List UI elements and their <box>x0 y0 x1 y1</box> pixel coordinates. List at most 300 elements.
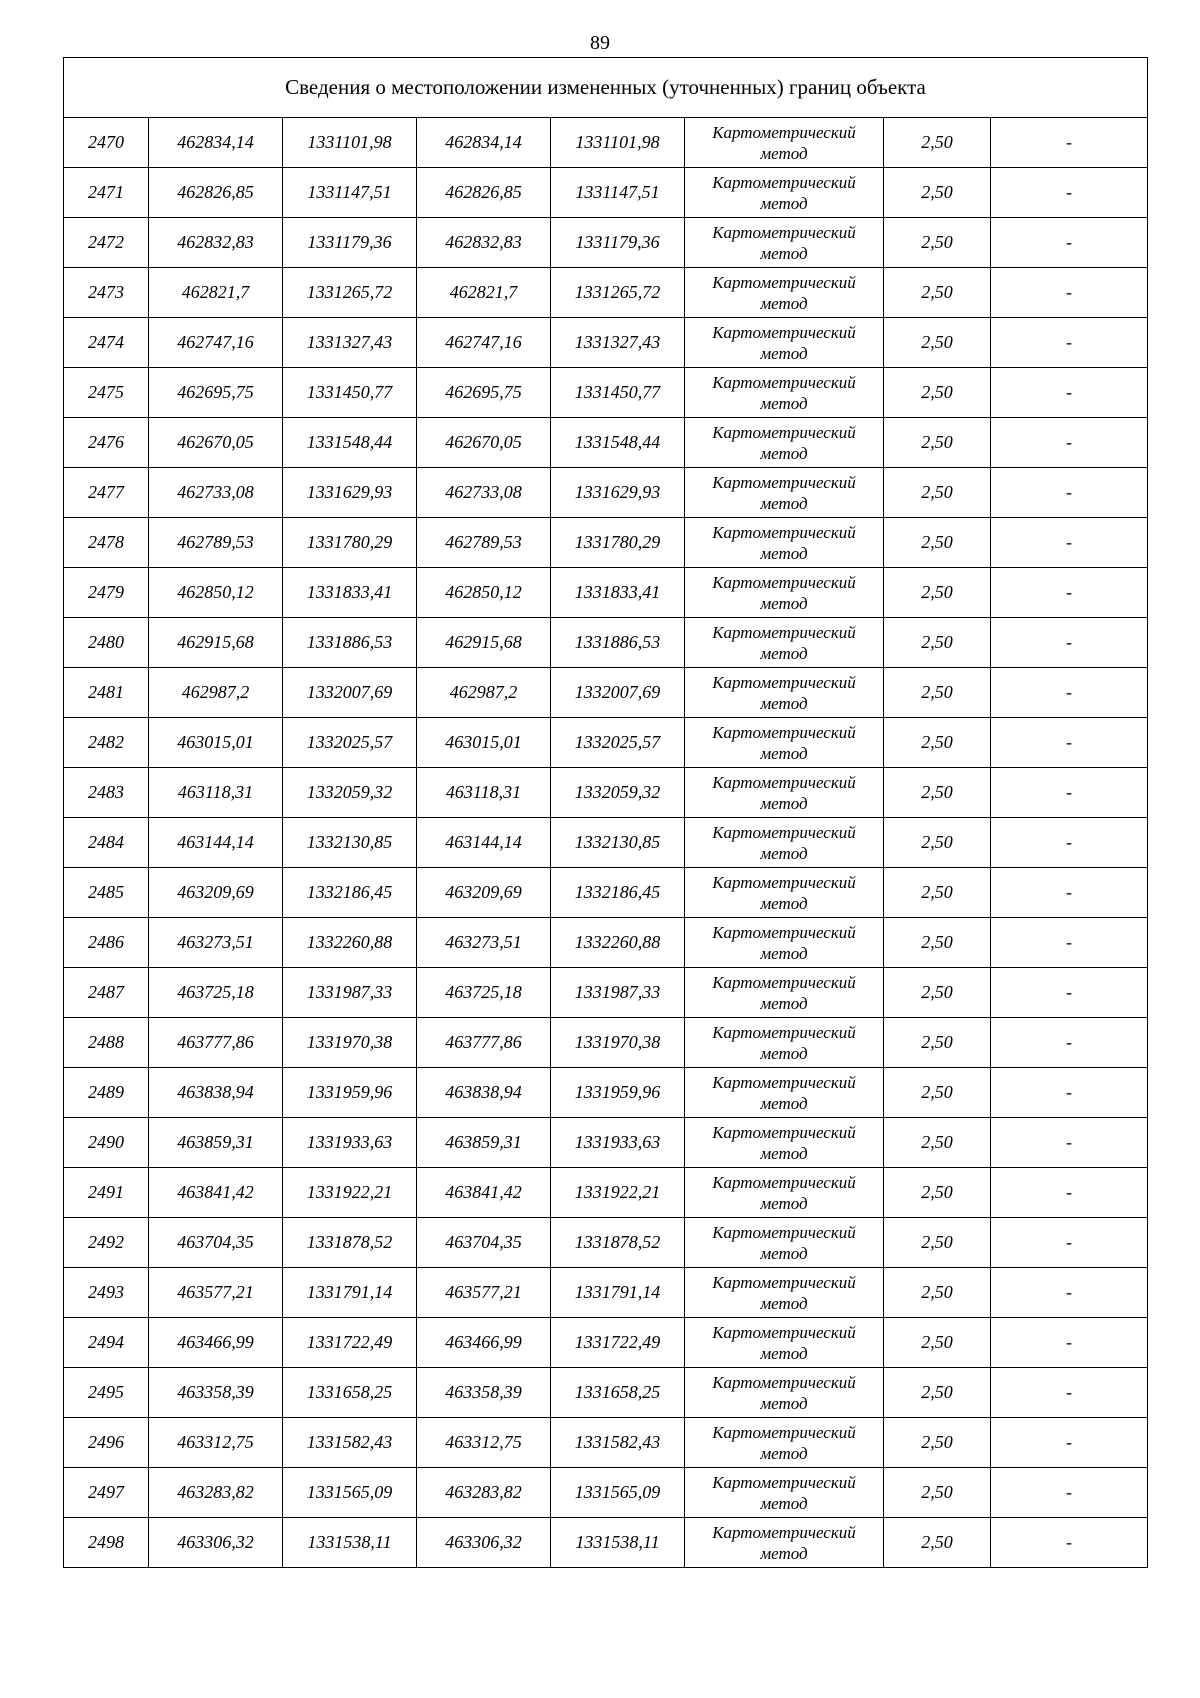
note-cell: - <box>991 218 1148 268</box>
table-row <box>64 1268 1148 1318</box>
method-line-1: Картометрический <box>712 1272 856 1292</box>
note-cell: - <box>991 1268 1148 1318</box>
existing-x-cell: 463358,39 <box>149 1368 283 1418</box>
note-cell: - <box>991 318 1148 368</box>
method-line-1: Картометрический <box>712 772 856 792</box>
precision-cell: 2,50 <box>884 1068 991 1118</box>
existing-x-cell: 462850,12 <box>149 568 283 618</box>
method-line-2: метод <box>760 1343 808 1363</box>
existing-y-cell: 1332025,57 <box>283 718 417 768</box>
precision-cell: 2,50 <box>884 918 991 968</box>
precision-cell: 2,50 <box>884 1218 991 1268</box>
point-number-cell: 2477 <box>64 468 149 518</box>
point-number-cell: 2474 <box>64 318 149 368</box>
method-cell <box>685 1068 884 1118</box>
existing-x-cell: 463273,51 <box>149 918 283 968</box>
method-line-1: Картометрический <box>712 172 856 192</box>
refined-y-cell: 1332007,69 <box>551 668 685 718</box>
note-cell: - <box>991 1318 1148 1368</box>
method-cell <box>685 1318 884 1368</box>
existing-y-cell: 1331582,43 <box>283 1418 417 1468</box>
precision-cell: 2,50 <box>884 268 991 318</box>
method-line-1: Картометрический <box>712 1072 856 1092</box>
note-cell: - <box>991 268 1148 318</box>
existing-x-cell: 462670,05 <box>149 418 283 468</box>
method-cell <box>685 418 884 468</box>
method-line-2: метод <box>760 843 808 863</box>
refined-y-cell: 1331933,63 <box>551 1118 685 1168</box>
precision-cell: 2,50 <box>884 818 991 868</box>
table-row <box>64 968 1148 1018</box>
note-cell: - <box>991 1168 1148 1218</box>
refined-y-cell: 1331327,43 <box>551 318 685 368</box>
precision-cell: 2,50 <box>884 718 991 768</box>
refined-y-cell: 1331101,98 <box>551 118 685 168</box>
refined-y-cell: 1331987,33 <box>551 968 685 1018</box>
refined-x-cell: 463306,32 <box>417 1518 551 1568</box>
method-line-1: Картометрический <box>712 1022 856 1042</box>
existing-y-cell: 1331933,63 <box>283 1118 417 1168</box>
note-cell: - <box>991 968 1148 1018</box>
method-line-1: Картометрический <box>712 972 856 992</box>
existing-x-cell: 463838,94 <box>149 1068 283 1118</box>
method-cell <box>685 818 884 868</box>
refined-x-cell: 463725,18 <box>417 968 551 1018</box>
precision-cell: 2,50 <box>884 968 991 1018</box>
refined-x-cell: 462834,14 <box>417 118 551 168</box>
note-cell: - <box>991 168 1148 218</box>
note-cell: - <box>991 1468 1148 1518</box>
method-line-2: метод <box>760 893 808 913</box>
table-title-row <box>64 58 1148 118</box>
method-line-1: Картометрический <box>712 322 856 342</box>
point-number-cell: 2471 <box>64 168 149 218</box>
existing-y-cell: 1331265,72 <box>283 268 417 318</box>
existing-y-cell: 1331658,25 <box>283 1368 417 1418</box>
method-line-2: метод <box>760 1193 808 1213</box>
point-number-cell: 2496 <box>64 1418 149 1468</box>
refined-y-cell: 1331886,53 <box>551 618 685 668</box>
method-line-2: метод <box>760 943 808 963</box>
method-line-2: метод <box>760 1093 808 1113</box>
point-number-cell: 2480 <box>64 618 149 668</box>
precision-cell: 2,50 <box>884 218 991 268</box>
existing-y-cell: 1331565,09 <box>283 1468 417 1518</box>
precision-cell: 2,50 <box>884 568 991 618</box>
existing-y-cell: 1331833,41 <box>283 568 417 618</box>
refined-y-cell: 1331959,96 <box>551 1068 685 1118</box>
method-line-1: Картометрический <box>712 1522 856 1542</box>
existing-x-cell: 463118,31 <box>149 768 283 818</box>
existing-y-cell: 1331959,96 <box>283 1068 417 1118</box>
refined-x-cell: 463466,99 <box>417 1318 551 1368</box>
method-cell <box>685 118 884 168</box>
method-cell <box>685 1468 884 1518</box>
table-row <box>64 368 1148 418</box>
table-row <box>64 1118 1148 1168</box>
table-row <box>64 868 1148 918</box>
refined-x-cell: 462670,05 <box>417 418 551 468</box>
table-row <box>64 468 1148 518</box>
existing-x-cell: 463777,86 <box>149 1018 283 1068</box>
point-number-cell: 2484 <box>64 818 149 868</box>
method-cell <box>685 568 884 618</box>
refined-y-cell: 1331791,14 <box>551 1268 685 1318</box>
precision-cell: 2,50 <box>884 668 991 718</box>
method-line-1: Картометрический <box>712 722 856 742</box>
existing-x-cell: 462915,68 <box>149 618 283 668</box>
note-cell: - <box>991 1218 1148 1268</box>
method-line-1: Картометрический <box>712 872 856 892</box>
table-row <box>64 1218 1148 1268</box>
method-line-2: метод <box>760 243 808 263</box>
point-number-cell: 2481 <box>64 668 149 718</box>
existing-x-cell: 463859,31 <box>149 1118 283 1168</box>
method-line-2: метод <box>760 343 808 363</box>
existing-y-cell: 1331886,53 <box>283 618 417 668</box>
method-line-2: метод <box>760 793 808 813</box>
method-line-2: метод <box>760 1143 808 1163</box>
page-number: 89 <box>590 32 610 54</box>
method-line-1: Картометрический <box>712 672 856 692</box>
point-number-cell: 2488 <box>64 1018 149 1068</box>
refined-y-cell: 1331878,52 <box>551 1218 685 1268</box>
precision-cell: 2,50 <box>884 518 991 568</box>
refined-x-cell: 463577,21 <box>417 1268 551 1318</box>
precision-cell: 2,50 <box>884 618 991 668</box>
precision-cell: 2,50 <box>884 168 991 218</box>
method-line-2: метод <box>760 493 808 513</box>
refined-x-cell: 463312,75 <box>417 1418 551 1468</box>
method-cell <box>685 368 884 418</box>
method-line-1: Картометрический <box>712 1222 856 1242</box>
method-cell <box>685 168 884 218</box>
method-line-1: Картометрический <box>712 122 856 142</box>
note-cell: - <box>991 768 1148 818</box>
precision-cell: 2,50 <box>884 1418 991 1468</box>
precision-cell: 2,50 <box>884 1268 991 1318</box>
refined-y-cell: 1331582,43 <box>551 1418 685 1468</box>
method-line-1: Картометрический <box>712 1422 856 1442</box>
refined-y-cell: 1332186,45 <box>551 868 685 918</box>
method-line-2: метод <box>760 1243 808 1263</box>
existing-x-cell: 462733,08 <box>149 468 283 518</box>
refined-y-cell: 1331833,41 <box>551 568 685 618</box>
table-row <box>64 1018 1148 1068</box>
method-line-1: Картометрический <box>712 922 856 942</box>
precision-cell: 2,50 <box>884 1318 991 1368</box>
refined-y-cell: 1332025,57 <box>551 718 685 768</box>
point-number-cell: 2473 <box>64 268 149 318</box>
method-line-1: Картометрический <box>712 1472 856 1492</box>
precision-cell: 2,50 <box>884 1468 991 1518</box>
point-number-cell: 2478 <box>64 518 149 568</box>
method-line-2: метод <box>760 1443 808 1463</box>
method-line-1: Картометрический <box>712 222 856 242</box>
table-row <box>64 918 1148 968</box>
table-title: Сведения о местоположении измененных (уточненных) границ объекта <box>64 58 1148 118</box>
existing-y-cell: 1331970,38 <box>283 1018 417 1068</box>
precision-cell: 2,50 <box>884 1168 991 1218</box>
method-cell <box>685 1118 884 1168</box>
method-line-1: Картометрический <box>712 422 856 442</box>
existing-x-cell: 463841,42 <box>149 1168 283 1218</box>
table-row <box>64 168 1148 218</box>
method-line-2: метод <box>760 143 808 163</box>
method-cell <box>685 218 884 268</box>
refined-x-cell: 463704,35 <box>417 1218 551 1268</box>
existing-y-cell: 1331450,77 <box>283 368 417 418</box>
method-cell <box>685 868 884 918</box>
method-line-1: Картометрический <box>712 272 856 292</box>
table-row <box>64 718 1148 768</box>
note-cell: - <box>991 1018 1148 1068</box>
note-cell: - <box>991 1118 1148 1168</box>
refined-y-cell: 1331450,77 <box>551 368 685 418</box>
refined-x-cell: 462821,7 <box>417 268 551 318</box>
refined-x-cell: 462987,2 <box>417 668 551 718</box>
existing-y-cell: 1331922,21 <box>283 1168 417 1218</box>
existing-x-cell: 462695,75 <box>149 368 283 418</box>
note-cell: - <box>991 868 1148 918</box>
existing-x-cell: 463725,18 <box>149 968 283 1018</box>
note-cell: - <box>991 418 1148 468</box>
refined-x-cell: 462747,16 <box>417 318 551 368</box>
method-line-2: метод <box>760 1393 808 1413</box>
refined-x-cell: 463273,51 <box>417 918 551 968</box>
table-row <box>64 818 1148 868</box>
point-number-cell: 2485 <box>64 868 149 918</box>
precision-cell: 2,50 <box>884 1118 991 1168</box>
point-number-cell: 2495 <box>64 1368 149 1418</box>
refined-x-cell: 462733,08 <box>417 468 551 518</box>
method-cell <box>685 1168 884 1218</box>
existing-y-cell: 1331878,52 <box>283 1218 417 1268</box>
table-row <box>64 568 1148 618</box>
refined-y-cell: 1331722,49 <box>551 1318 685 1368</box>
precision-cell: 2,50 <box>884 118 991 168</box>
existing-y-cell: 1331987,33 <box>283 968 417 1018</box>
note-cell: - <box>991 1368 1148 1418</box>
note-cell: - <box>991 518 1148 568</box>
precision-cell: 2,50 <box>884 768 991 818</box>
point-number-cell: 2490 <box>64 1118 149 1168</box>
precision-cell: 2,50 <box>884 1368 991 1418</box>
table-row <box>64 268 1148 318</box>
existing-x-cell: 463209,69 <box>149 868 283 918</box>
existing-y-cell: 1332059,32 <box>283 768 417 818</box>
point-number-cell: 2483 <box>64 768 149 818</box>
table-row <box>64 1368 1148 1418</box>
refined-y-cell: 1331565,09 <box>551 1468 685 1518</box>
method-line-2: метод <box>760 593 808 613</box>
existing-y-cell: 1331101,98 <box>283 118 417 168</box>
method-cell <box>685 768 884 818</box>
table-row <box>64 418 1148 468</box>
existing-x-cell: 463704,35 <box>149 1218 283 1268</box>
point-number-cell: 2486 <box>64 918 149 968</box>
method-cell <box>685 1018 884 1068</box>
table-row <box>64 1518 1148 1568</box>
note-cell: - <box>991 118 1148 168</box>
method-line-1: Картометрический <box>712 1172 856 1192</box>
existing-y-cell: 1331327,43 <box>283 318 417 368</box>
refined-y-cell: 1331548,44 <box>551 418 685 468</box>
method-cell <box>685 718 884 768</box>
existing-x-cell: 462987,2 <box>149 668 283 718</box>
precision-cell: 2,50 <box>884 1518 991 1568</box>
precision-cell: 2,50 <box>884 468 991 518</box>
method-line-2: метод <box>760 443 808 463</box>
note-cell: - <box>991 918 1148 968</box>
method-cell <box>685 1518 884 1568</box>
refined-x-cell: 463841,42 <box>417 1168 551 1218</box>
method-line-2: метод <box>760 393 808 413</box>
existing-y-cell: 1332260,88 <box>283 918 417 968</box>
existing-y-cell: 1331722,49 <box>283 1318 417 1368</box>
method-line-1: Картометрический <box>712 572 856 592</box>
refined-y-cell: 1331658,25 <box>551 1368 685 1418</box>
existing-x-cell: 462789,53 <box>149 518 283 568</box>
method-cell <box>685 468 884 518</box>
table-row <box>64 1068 1148 1118</box>
refined-y-cell: 1332059,32 <box>551 768 685 818</box>
point-number-cell: 2479 <box>64 568 149 618</box>
table-row <box>64 618 1148 668</box>
refined-y-cell: 1331629,93 <box>551 468 685 518</box>
method-line-2: метод <box>760 643 808 663</box>
method-line-2: метод <box>760 293 808 313</box>
existing-y-cell: 1331791,14 <box>283 1268 417 1318</box>
note-cell: - <box>991 1068 1148 1118</box>
method-line-2: метод <box>760 993 808 1013</box>
refined-x-cell: 463209,69 <box>417 868 551 918</box>
method-line-1: Картометрический <box>712 1122 856 1142</box>
refined-x-cell: 462826,85 <box>417 168 551 218</box>
table-row <box>64 1168 1148 1218</box>
method-line-1: Картометрический <box>712 522 856 542</box>
table-row <box>64 1318 1148 1368</box>
refined-x-cell: 462695,75 <box>417 368 551 418</box>
existing-x-cell: 463283,82 <box>149 1468 283 1518</box>
refined-x-cell: 463144,14 <box>417 818 551 868</box>
point-number-cell: 2476 <box>64 418 149 468</box>
table-row <box>64 218 1148 268</box>
table-row <box>64 768 1148 818</box>
refined-y-cell: 1331538,11 <box>551 1518 685 1568</box>
method-line-1: Картометрический <box>712 1322 856 1342</box>
method-cell <box>685 268 884 318</box>
note-cell: - <box>991 718 1148 768</box>
method-cell <box>685 968 884 1018</box>
existing-x-cell: 463015,01 <box>149 718 283 768</box>
note-cell: - <box>991 1518 1148 1568</box>
refined-x-cell: 462789,53 <box>417 518 551 568</box>
method-line-2: метод <box>760 743 808 763</box>
refined-y-cell: 1331265,72 <box>551 268 685 318</box>
refined-y-cell: 1331970,38 <box>551 1018 685 1068</box>
precision-cell: 2,50 <box>884 868 991 918</box>
existing-x-cell: 462821,7 <box>149 268 283 318</box>
method-line-2: метод <box>760 1293 808 1313</box>
point-number-cell: 2491 <box>64 1168 149 1218</box>
point-number-cell: 2489 <box>64 1068 149 1118</box>
existing-x-cell: 463312,75 <box>149 1418 283 1468</box>
refined-y-cell: 1331147,51 <box>551 168 685 218</box>
table-row <box>64 1418 1148 1468</box>
refined-x-cell: 463859,31 <box>417 1118 551 1168</box>
existing-x-cell: 463306,32 <box>149 1518 283 1568</box>
refined-y-cell: 1331179,36 <box>551 218 685 268</box>
boundary-coordinates-table <box>63 57 1148 1568</box>
method-line-1: Картометрический <box>712 372 856 392</box>
precision-cell: 2,50 <box>884 1018 991 1068</box>
refined-y-cell: 1332130,85 <box>551 818 685 868</box>
method-cell <box>685 1418 884 1468</box>
note-cell: - <box>991 618 1148 668</box>
refined-y-cell: 1332260,88 <box>551 918 685 968</box>
point-number-cell: 2470 <box>64 118 149 168</box>
point-number-cell: 2494 <box>64 1318 149 1368</box>
method-cell <box>685 1368 884 1418</box>
method-line-2: метод <box>760 1543 808 1563</box>
existing-y-cell: 1331548,44 <box>283 418 417 468</box>
refined-x-cell: 462850,12 <box>417 568 551 618</box>
point-number-cell: 2498 <box>64 1518 149 1568</box>
existing-y-cell: 1331147,51 <box>283 168 417 218</box>
refined-x-cell: 463777,86 <box>417 1018 551 1068</box>
refined-x-cell: 463283,82 <box>417 1468 551 1518</box>
precision-cell: 2,50 <box>884 368 991 418</box>
method-line-1: Картометрический <box>712 1372 856 1392</box>
table-body <box>64 58 1148 1568</box>
refined-x-cell: 463838,94 <box>417 1068 551 1118</box>
refined-x-cell: 462915,68 <box>417 618 551 668</box>
method-cell <box>685 1268 884 1318</box>
existing-x-cell: 462747,16 <box>149 318 283 368</box>
precision-cell: 2,50 <box>884 318 991 368</box>
method-line-2: метод <box>760 193 808 213</box>
existing-y-cell: 1332007,69 <box>283 668 417 718</box>
existing-x-cell: 462834,14 <box>149 118 283 168</box>
precision-cell: 2,50 <box>884 418 991 468</box>
method-cell <box>685 1218 884 1268</box>
note-cell: - <box>991 1418 1148 1468</box>
note-cell: - <box>991 368 1148 418</box>
existing-x-cell: 463577,21 <box>149 1268 283 1318</box>
table-row <box>64 518 1148 568</box>
refined-x-cell: 463358,39 <box>417 1368 551 1418</box>
point-number-cell: 2472 <box>64 218 149 268</box>
method-line-1: Картометрический <box>712 622 856 642</box>
table-row <box>64 1468 1148 1518</box>
existing-x-cell: 462832,83 <box>149 218 283 268</box>
method-line-2: метод <box>760 1493 808 1513</box>
refined-x-cell: 463015,01 <box>417 718 551 768</box>
existing-y-cell: 1331780,29 <box>283 518 417 568</box>
existing-y-cell: 1331629,93 <box>283 468 417 518</box>
method-line-2: метод <box>760 693 808 713</box>
point-number-cell: 2497 <box>64 1468 149 1518</box>
method-cell <box>685 318 884 368</box>
method-cell <box>685 518 884 568</box>
method-line-2: метод <box>760 543 808 563</box>
existing-x-cell: 463144,14 <box>149 818 283 868</box>
point-number-cell: 2492 <box>64 1218 149 1268</box>
point-number-cell: 2475 <box>64 368 149 418</box>
existing-y-cell: 1331538,11 <box>283 1518 417 1568</box>
method-line-2: метод <box>760 1043 808 1063</box>
